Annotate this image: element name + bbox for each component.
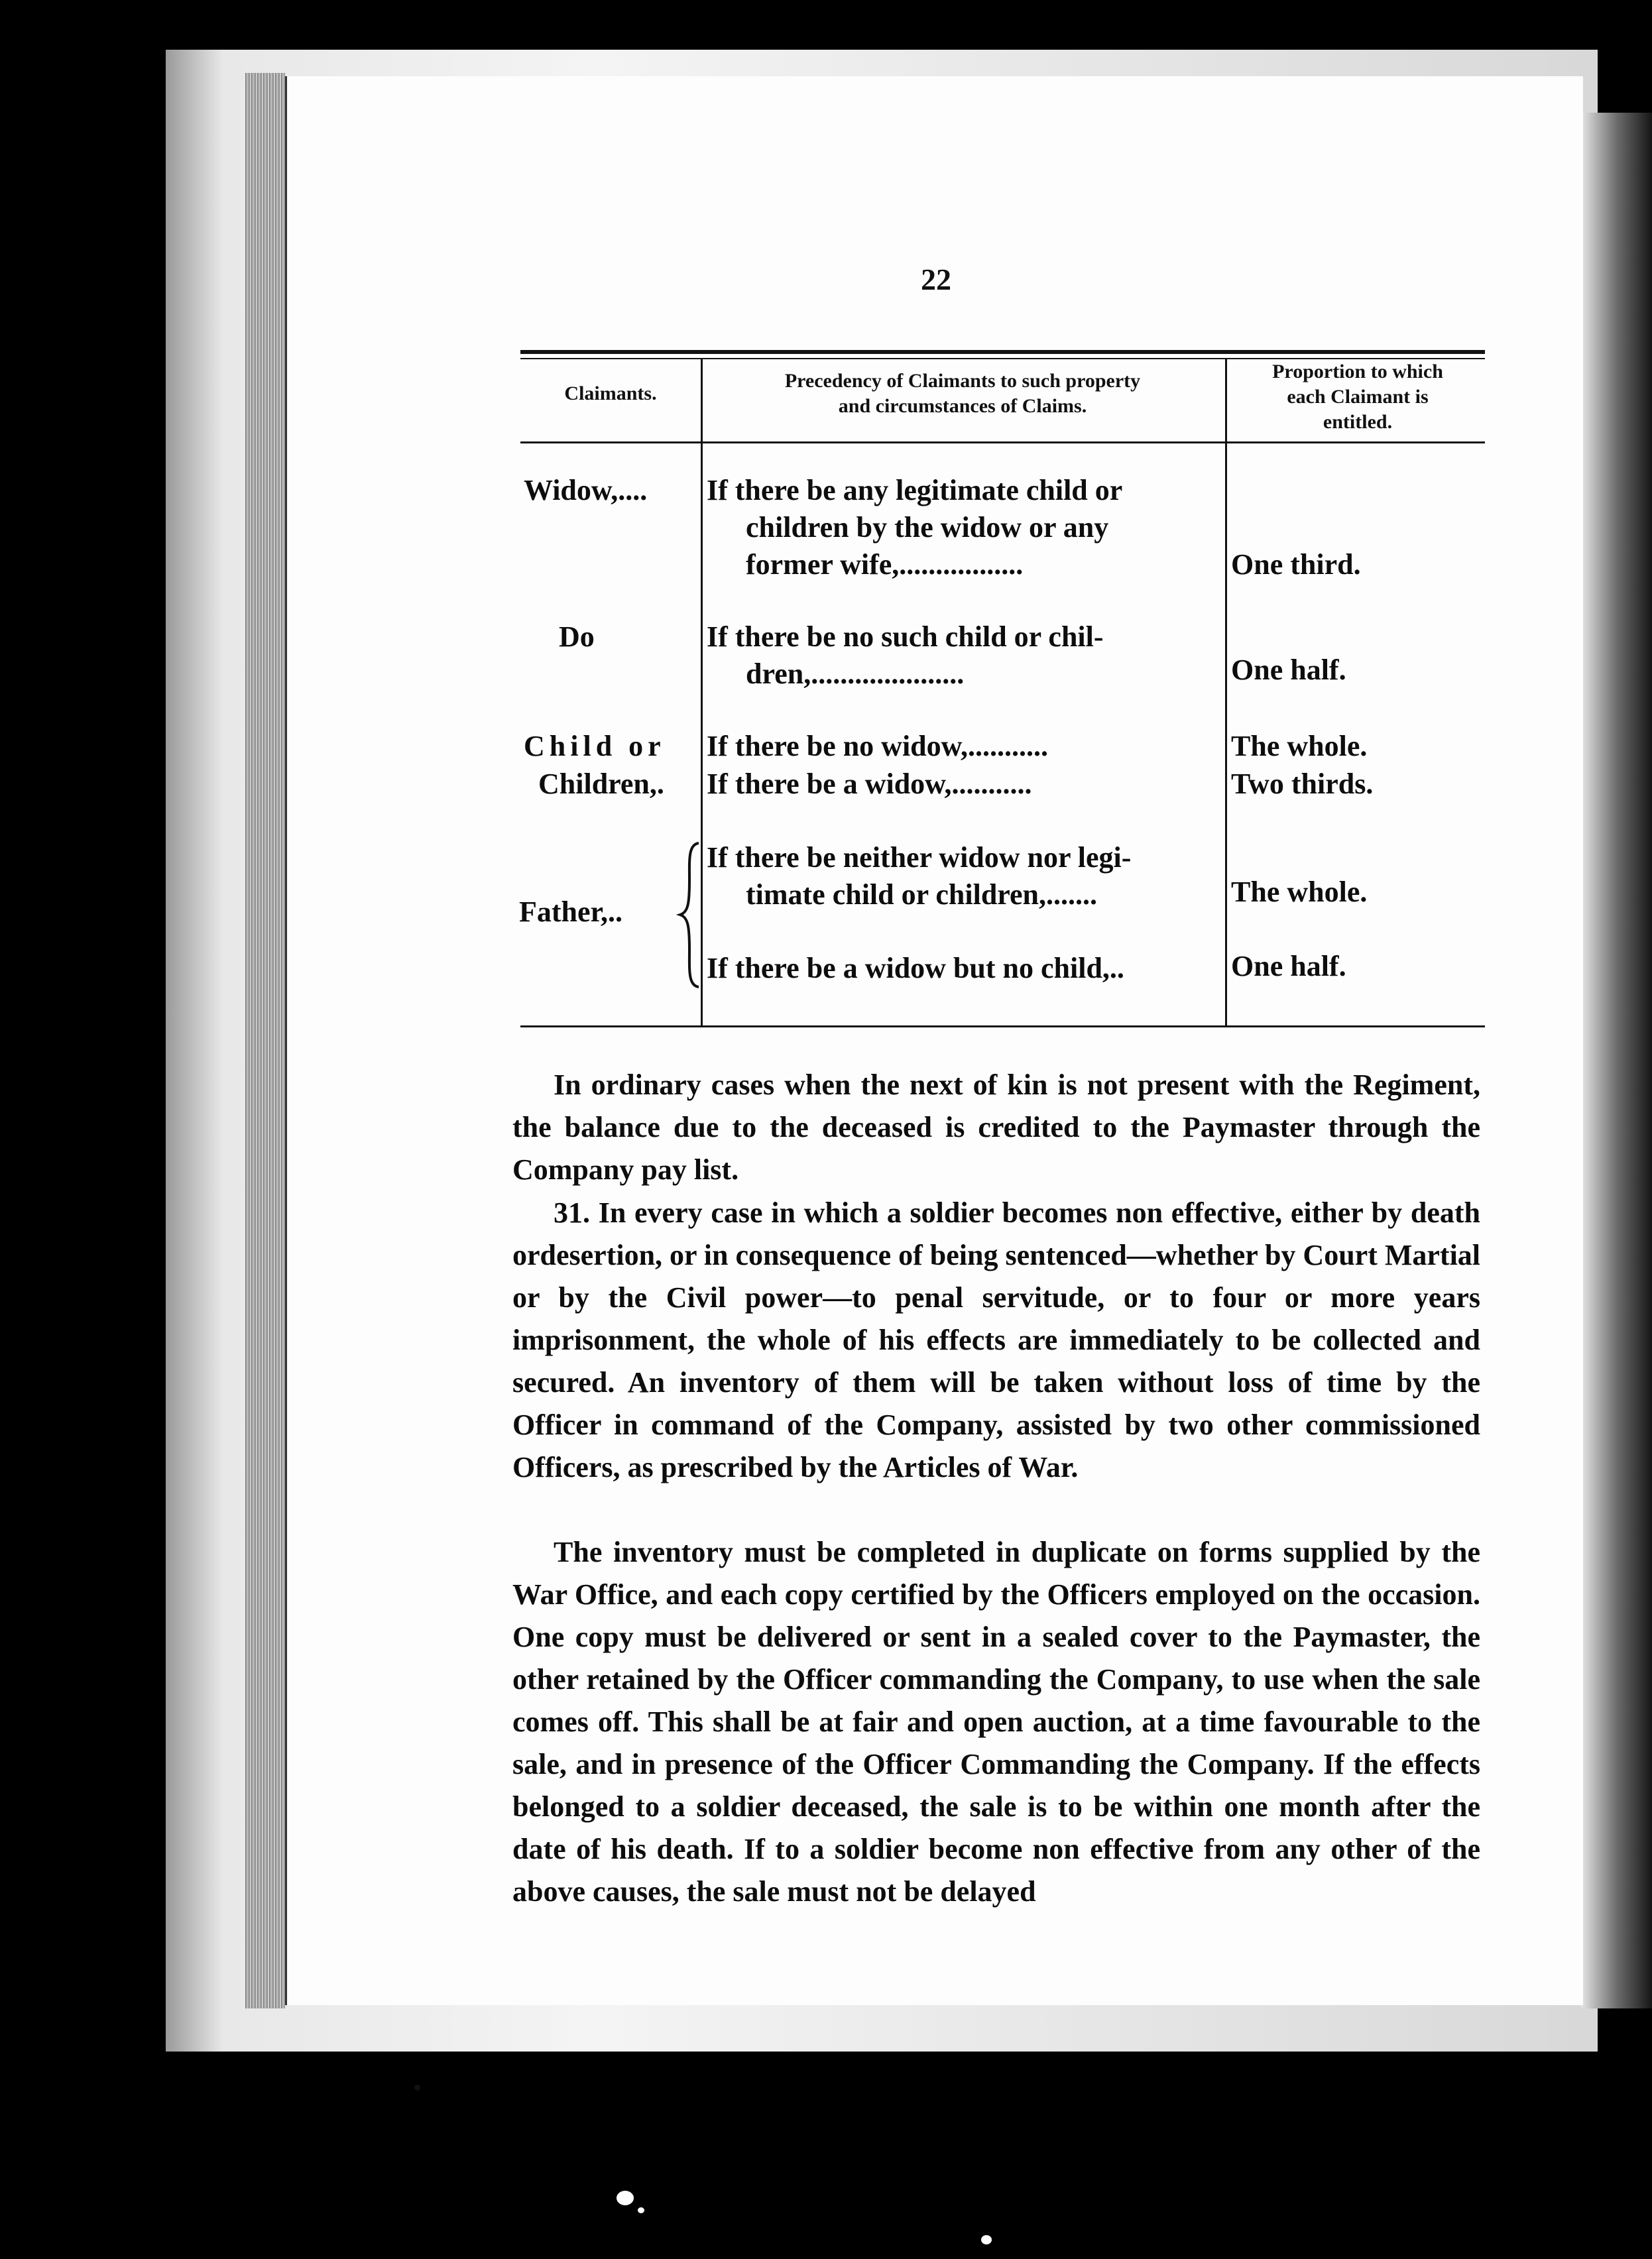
paragraph bbox=[512, 1064, 1480, 1191]
case-text: timate child or children,....... bbox=[746, 878, 1098, 911]
share-value: One third. bbox=[1231, 548, 1361, 581]
paragraph bbox=[512, 1192, 1480, 1489]
case-text: dren,..................... bbox=[746, 658, 965, 690]
table-header-rule bbox=[520, 441, 1485, 443]
share-value: The whole. bbox=[1231, 876, 1368, 908]
share-value: One half. bbox=[1231, 654, 1346, 686]
table-column-divider bbox=[1225, 359, 1227, 1025]
case-text: children by the widow or any bbox=[746, 511, 1109, 544]
share-value: The whole. bbox=[1231, 730, 1368, 762]
claimant-children: Children,. bbox=[538, 768, 664, 800]
header-precedency-line: and circumstances of Claims. bbox=[838, 395, 1087, 417]
binding-shadow bbox=[1581, 113, 1652, 2008]
paragraph-text: The inventory must be completed in duplicate on forms supplied by the War Office, and each copy certified by the Officers employed on the occasion. One copy must be delivered or sent in a sealed cover to the Paymaster, the other retained by the Officer commanding the Company, to use when the sale comes off. This shall be at fair and open auction, at a time favourable to the sale, and in presence of the Officer Commanding the Company. If the effects belonged to a soldier deceased, the sale is to be within one month after the date of his death. If to a soldier become non effective from any other of the above causes, the sale must not be delayed bbox=[512, 1536, 1480, 1908]
header-claimants bbox=[524, 381, 697, 406]
claimant-child: Child or bbox=[524, 730, 666, 762]
paragraph bbox=[512, 1531, 1480, 1913]
header-proportion-line: each Claimant is bbox=[1287, 386, 1429, 408]
table-bottom-rule bbox=[520, 1025, 1485, 1027]
case-text: If there be a widow but no child,.. bbox=[707, 952, 1124, 984]
case-text: If there be no widow,........... bbox=[707, 730, 1048, 762]
header-proportion bbox=[1228, 359, 1487, 435]
header-precedency bbox=[704, 369, 1221, 419]
scan-speck bbox=[617, 2191, 634, 2205]
claimant-widow: Widow,.... bbox=[524, 474, 648, 506]
case-text: If there be any legitimate child or bbox=[707, 474, 1123, 506]
case-text: If there be a widow,........... bbox=[707, 768, 1032, 800]
header-proportion-line: entitled. bbox=[1323, 411, 1393, 433]
curly-brace-icon bbox=[676, 840, 703, 990]
claimant-do: Do bbox=[559, 620, 595, 653]
page-number: 22 bbox=[921, 262, 951, 296]
scan-speck bbox=[981, 2235, 992, 2244]
paragraph-text: In ordinary cases when the next of kin is not present with the Regiment, the balance due to the deceased is credited to the Paymaster through the Company pay list. bbox=[512, 1069, 1480, 1186]
paragraph-text: 31. In every case in which a soldier becomes non effective, either by death ordesertion, or in consequence of being sentenced—whether by Court Martial or by the Civil power—to penal servitude, or to four or more years imprisonment, the whole of his effects are immediately to be collected and secured. An inventory of them will be taken without loss of time by the Officer in command of the Company, assisted by two other commissioned Officers, as prescribed by the Articles of War. bbox=[512, 1196, 1481, 1483]
scan-speck bbox=[638, 2207, 644, 2213]
case-text: former wife,................. bbox=[746, 548, 1024, 581]
share-value: One half. bbox=[1231, 950, 1346, 982]
page-edges bbox=[245, 73, 285, 2008]
ink-speck bbox=[414, 2085, 420, 2091]
header-precedency-line: Precedency of Claimants to such property bbox=[784, 370, 1141, 392]
table-top-rule bbox=[520, 350, 1485, 354]
header-claimants-text: Claimants. bbox=[564, 382, 657, 404]
header-proportion-line: Proportion to which bbox=[1272, 361, 1443, 382]
claimant-father: Father,.. bbox=[519, 896, 623, 928]
case-text: If there be no such child or chil- bbox=[707, 620, 1104, 653]
share-value: Two thirds. bbox=[1231, 768, 1374, 800]
case-text: If there be neither widow nor legi- bbox=[707, 841, 1132, 874]
